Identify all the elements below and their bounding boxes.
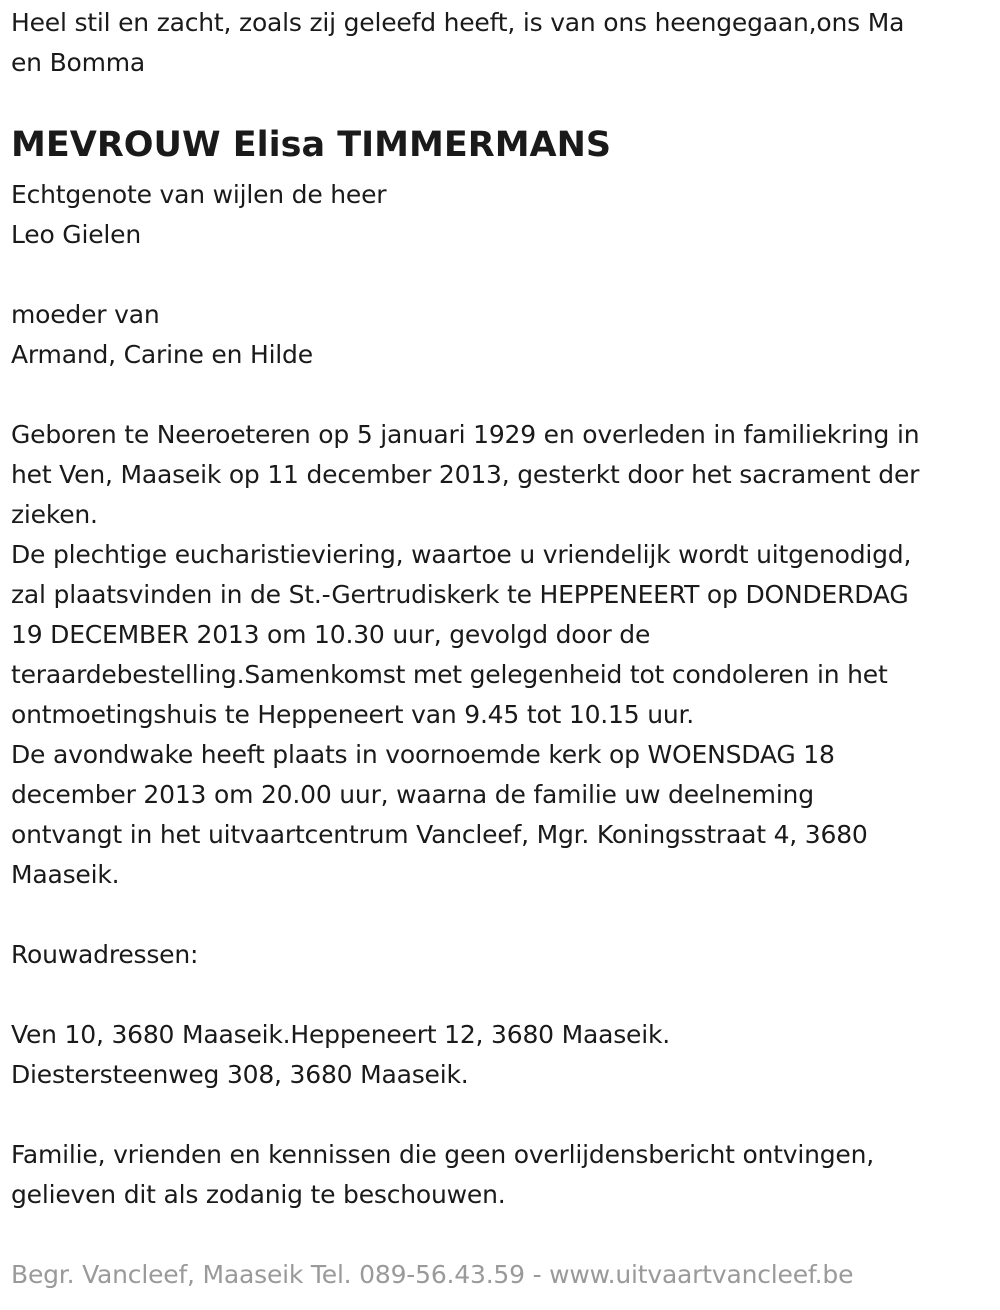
funeral-home-footer: Begr. Vancleef, Maaseik Tel. 089-56.43.59 - www.uitvaartvancleef.be	[11, 1260, 854, 1289]
children-block	[11, 295, 995, 375]
details-line: 19 DECEMBER 2013 om 10.30 uur, gevolgd door de	[11, 620, 651, 649]
details-line: Geboren te Neeroeteren op 5 januari 1929 en overleden in familiekring in	[11, 420, 920, 449]
spacer	[11, 375, 995, 415]
details-line: zieken.	[11, 500, 98, 529]
children-line: moeder van	[11, 300, 160, 329]
details-line: Maaseik.	[11, 860, 120, 889]
details-block	[11, 415, 995, 895]
spouse-block	[11, 175, 995, 255]
details-line: december 2013 om 20.00 uur, waarna de familie uw deelneming	[11, 780, 814, 809]
spacer	[11, 1095, 995, 1135]
children-line: Armand, Carine en Hilde	[11, 340, 313, 369]
details-line: teraardebestelling.Samenkomst met gelegenheid tot condoleren in het	[11, 660, 888, 689]
details-line: zal plaatsvinden in de St.-Gertrudiskerk te HEPPENEERT op DONDERDAG	[11, 580, 909, 609]
spacer	[11, 255, 995, 295]
obituary-notice	[11, 0, 995, 1215]
deceased-name: MEVROUW Elisa TIMMERMANS	[11, 125, 612, 165]
details-line: ontmoetingshuis te Heppeneert van 9.45 tot 10.15 uur.	[11, 700, 695, 729]
details-line: het Ven, Maaseik op 11 december 2013, gesterkt door het sacrament der	[11, 460, 920, 489]
closing-line: Familie, vrienden en kennissen die geen overlijdensbericht ontvingen,	[11, 1140, 875, 1169]
details-line: ontvangt in het uitvaartcentrum Vancleef, Mgr. Koningsstraat 4, 3680	[11, 820, 868, 849]
closing-block	[11, 1135, 995, 1215]
intro-line: en Bomma	[11, 48, 146, 77]
intro-text	[11, 3, 995, 83]
spouse-line: Leo Gielen	[11, 220, 141, 249]
addresses-heading: Rouwadressen:	[11, 940, 199, 969]
spouse-line: Echtgenote van wijlen de heer	[11, 180, 387, 209]
closing-line: gelieven dit als zodanig te beschouwen.	[11, 1180, 506, 1209]
details-line: De avondwake heeft plaats in voornoemde kerk op WOENSDAG 18	[11, 740, 835, 769]
addresses-block	[11, 1015, 995, 1095]
address-line: Ven 10, 3680 Maaseik.Heppeneert 12, 3680 Maaseik.	[11, 1020, 670, 1049]
intro-line: Heel stil en zacht, zoals zij geleefd heeft, is van ons heengegaan,ons Ma	[11, 8, 905, 37]
spacer	[11, 895, 995, 935]
address-line: Diestersteenweg 308, 3680 Maaseik.	[11, 1060, 469, 1089]
spacer	[11, 975, 995, 1015]
details-line: De plechtige eucharistieviering, waartoe u vriendelijk wordt uitgenodigd,	[11, 540, 912, 569]
